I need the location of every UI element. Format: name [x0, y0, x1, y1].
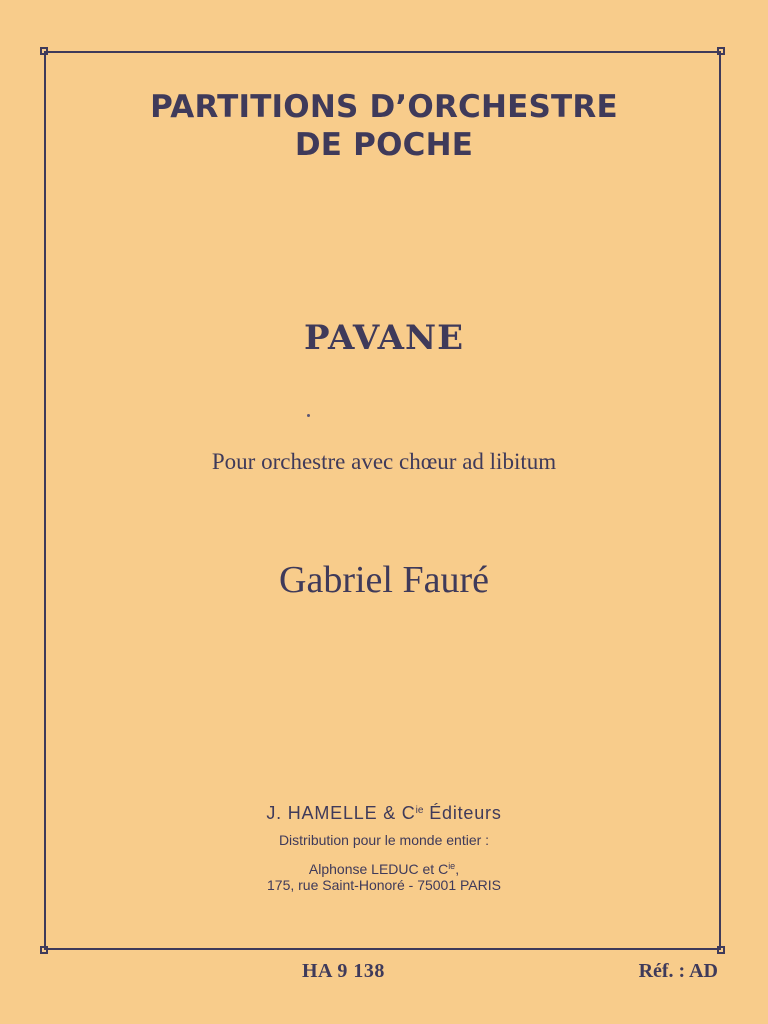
work-title: PAVANE	[303, 318, 465, 358]
ornament-dot	[307, 414, 310, 417]
publisher-name-superscript: ie	[415, 805, 424, 816]
reference-code: Réf. : AD	[638, 960, 718, 982]
distributor-name-suffix: ,	[455, 861, 460, 877]
frame-corner-bottom-right	[717, 946, 725, 954]
work-subtitle: Pour orchestre avec chœur ad libitum	[211, 449, 557, 474]
publisher-name	[0, 800, 768, 824]
distributor-name-prefix: Alphonse LEDUC et C	[308, 861, 449, 877]
frame-corner-top-right	[717, 47, 725, 55]
distributor-address: 175, rue Saint-Honoré - 75001 PARIS	[267, 877, 501, 893]
series-title-line-1: PARTITIONS D’ORCHESTRE	[150, 89, 618, 125]
composer-name: Gabriel Fauré	[279, 559, 489, 601]
frame-corner-bottom-left	[40, 946, 48, 954]
publisher-name-prefix: J. HAMELLE & C	[266, 803, 416, 823]
series-title-line-2: DE POCHE	[294, 127, 474, 163]
distributor-name	[0, 857, 768, 878]
catalog-number: HA 9 138	[302, 960, 385, 982]
frame-corner-top-left	[40, 47, 48, 55]
publisher-name-suffix: Éditeurs	[423, 803, 502, 823]
distribution-note: Distribution pour le monde entier :	[278, 832, 490, 848]
distributor-name-superscript: ie	[448, 861, 456, 871]
series-title	[0, 88, 768, 164]
